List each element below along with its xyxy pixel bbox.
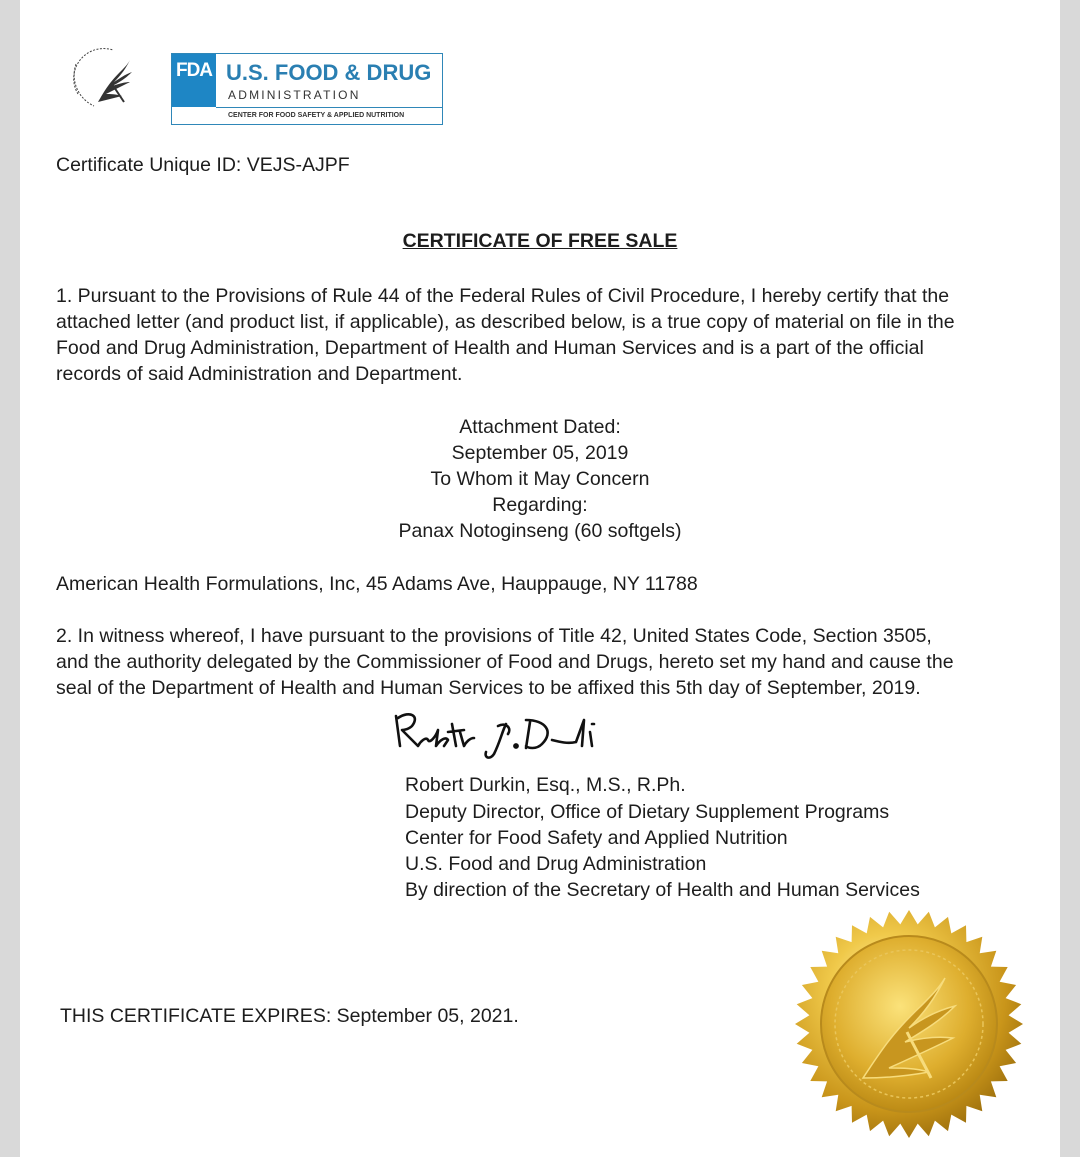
product-name: Panax Notoginseng (60 softgels) xyxy=(398,520,682,542)
signatory-center: Center for Food Safety and Applied Nutrition xyxy=(405,827,788,849)
fda-logo xyxy=(171,53,443,125)
signature xyxy=(390,702,630,762)
certificate-page xyxy=(20,0,1060,1157)
signatory-agency: U.S. Food and Drug Administration xyxy=(405,853,707,875)
fda-tag: FDA xyxy=(172,54,216,107)
agency-subtitle: ADMINISTRATION xyxy=(228,88,361,102)
signatory-authority: By direction of the Secretary of Health and Human Services xyxy=(405,879,920,901)
center-name: CENTER FOR FOOD SAFETY & APPLIED NUTRITION xyxy=(228,112,405,119)
document-title: CERTIFICATE OF FREE SALE xyxy=(402,230,678,252)
company-address: American Health Formulations, Inc, 45 Adams Ave, Hauppauge, NY 11788 xyxy=(56,573,698,595)
signatory-title: Deputy Director, Office of Dietary Supplement Programs xyxy=(405,801,890,823)
attachment-dated-label: Attachment Dated: xyxy=(459,416,621,438)
attachment-addressee: To Whom it May Concern xyxy=(430,468,650,490)
paragraph2-line: seal of the Department of Health and Human Services to be affixed this 5th day of September, 2019. xyxy=(56,677,921,699)
hhs-eagle-seal-icon xyxy=(68,44,146,112)
agency-name: U.S. FOOD & DRUG xyxy=(226,60,432,85)
signatory-name: Robert Durkin, Esq., M.S., R.Ph. xyxy=(405,774,686,796)
attachment-date: September 05, 2019 xyxy=(451,442,629,464)
expiry-statement: THIS CERTIFICATE EXPIRES: September 05, 2021. xyxy=(60,1005,519,1027)
certificate-id: Certificate Unique ID: VEJS-AJPF xyxy=(56,154,350,176)
regarding-label: Regarding: xyxy=(492,494,588,516)
paragraph2-line: 2. In witness whereof, I have pursuant to the provisions of Title 42, United States Code, Section 3505, xyxy=(56,625,932,647)
paragraph1-line: Food and Drug Administration, Department of Health and Human Services and is a part of the official xyxy=(56,337,924,359)
paragraph1-line: attached letter (and product list, if applicable), as described below, is a true copy of material on file in the xyxy=(56,311,955,333)
gold-foil-seal-icon xyxy=(793,908,1025,1140)
paragraph1-line: 1. Pursuant to the Provisions of Rule 44 of the Federal Rules of Civil Procedure, I hereby certify that the xyxy=(56,285,950,307)
paragraph1-line: records of said Administration and Department. xyxy=(56,363,463,385)
paragraph2-line: and the authority delegated by the Commissioner of Food and Drugs, hereto set my hand and cause the xyxy=(56,651,954,673)
logo-divider xyxy=(216,107,442,108)
